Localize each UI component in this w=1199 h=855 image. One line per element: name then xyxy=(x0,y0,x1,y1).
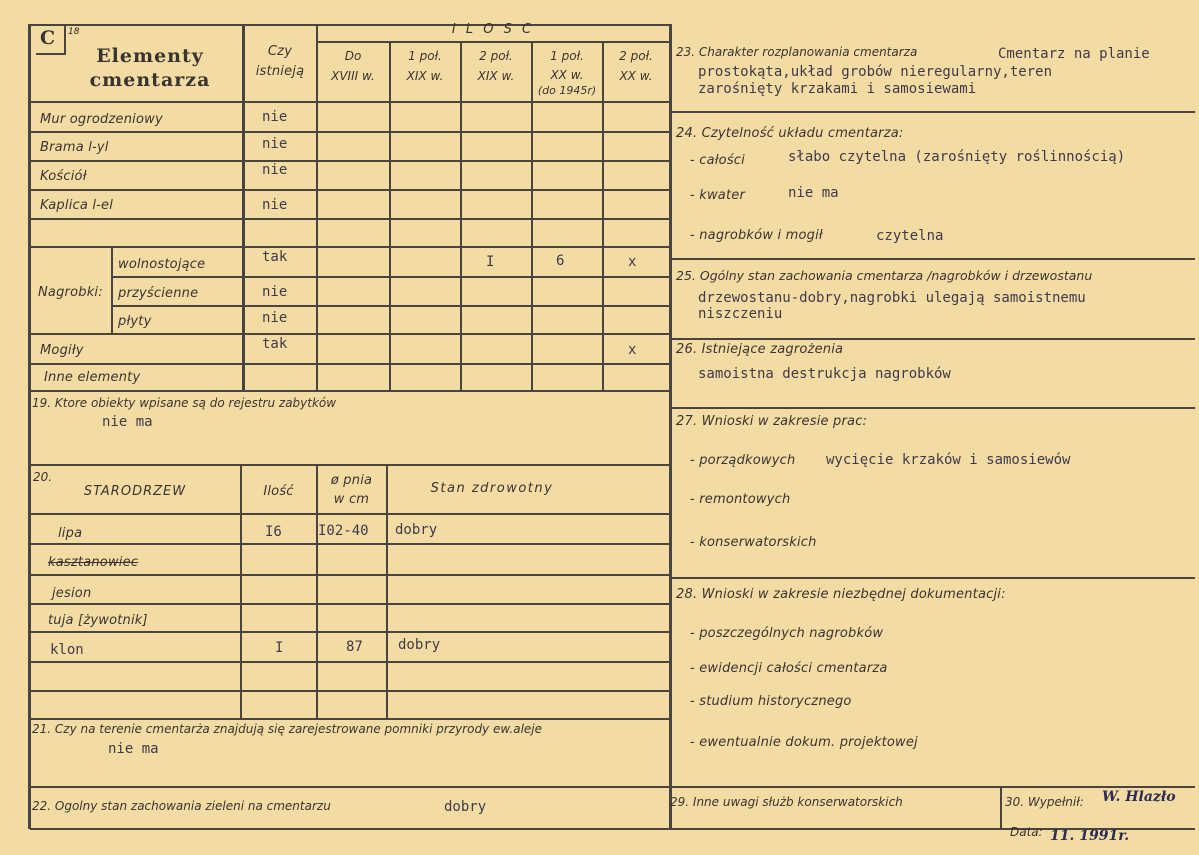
section-line xyxy=(30,786,670,788)
tree-row-1-name: lipa xyxy=(58,526,83,541)
element-kaplica-label: Kaplica l-el xyxy=(40,198,114,213)
tree-row xyxy=(30,631,670,633)
tree-row xyxy=(30,543,670,545)
period-5-l2: XX w. xyxy=(619,69,653,83)
element-plyty-label: płyty xyxy=(118,314,152,329)
col-line-c xyxy=(389,42,391,390)
element-brama-label: Brama l-yl xyxy=(40,140,109,155)
q20-col-state: Stan zdrowotny xyxy=(430,481,554,496)
section-line xyxy=(30,464,670,466)
row-line xyxy=(30,189,670,191)
card-number: 18 xyxy=(68,27,80,37)
right-line xyxy=(670,786,1195,788)
element-kaplica-exists: nie xyxy=(262,197,288,213)
q20-col-name: STARODRZEW xyxy=(83,484,187,499)
q23-line2: prostokąta,układ grobów nieregularny,teren xyxy=(698,64,1053,80)
element-wolnostojace-exists: tak xyxy=(262,249,288,265)
right-line xyxy=(670,258,1195,260)
row-line xyxy=(30,218,670,220)
tree-row-4-name: tuja [żywotnik] xyxy=(48,613,148,628)
q28-item-1: - poszczególnych nagrobków xyxy=(690,626,884,641)
q24-nagrobkow-label: - nagrobków i mogił xyxy=(690,228,823,243)
q24-kwater-label: - kwater xyxy=(690,188,745,203)
q22-answer: dobry xyxy=(444,799,487,815)
element-przyscienne-exists: nie xyxy=(262,284,288,300)
q27-kons-label: - konserwatorskich xyxy=(690,535,817,550)
q28-label: 28. Wnioski w zakresie niezbędnej dokumentacji: xyxy=(676,587,1006,602)
card-letter: C xyxy=(40,27,57,49)
element-mur-exists: nie xyxy=(262,109,288,125)
row-line xyxy=(30,131,670,133)
tree-row xyxy=(30,690,670,692)
nagrobki-label: Nagrobki: xyxy=(38,285,103,300)
q29-label: 29. Inne uwagi służb konserwatorskich xyxy=(670,795,903,809)
middle-divider xyxy=(669,24,672,829)
row-line xyxy=(112,276,670,278)
tree-col-a xyxy=(240,464,242,718)
q20-num: 20. xyxy=(33,470,53,484)
tree-row-1-qty: I6 xyxy=(265,524,282,540)
col-istnieja: istnieją xyxy=(255,64,305,79)
tree-row-5-name: klon xyxy=(50,642,84,658)
element-inne-label: Inne elementy xyxy=(44,370,141,385)
right-line xyxy=(670,407,1195,409)
row-line xyxy=(30,390,670,392)
q30-filled-by: W. Hlazło xyxy=(1102,789,1176,805)
col-line-f xyxy=(602,42,604,390)
q24-nagrobkow: czytelna xyxy=(876,228,944,244)
row-line xyxy=(112,305,670,307)
q27-porz: wycięcie krzaków i samosiewów xyxy=(826,452,1071,468)
q20-col-qty: Ilość xyxy=(263,484,294,499)
q25-line1: drzewostanu-dobry,nagrobki ulegają samoistnemu xyxy=(698,290,1086,306)
element-wolnostojace-label: wolnostojące xyxy=(118,257,206,272)
tree-row-1-state: dobry xyxy=(395,522,438,538)
element-mogily-label: Mogiły xyxy=(40,343,84,358)
period-5-l1: 2 poł. xyxy=(619,49,653,63)
element-plyty-exists: nie xyxy=(262,310,288,326)
title-line2: cmentarza xyxy=(89,69,211,91)
q23-line1: Cmentarz na planie xyxy=(998,46,1150,62)
q20-col-diam-l2: w cm xyxy=(333,492,370,507)
period-4-l2: XX w. xyxy=(550,68,584,82)
q23-line3: zarośnięty krzakami i samosiewami xyxy=(698,81,977,97)
tree-row xyxy=(30,574,670,576)
right-line xyxy=(670,577,1195,579)
row-line xyxy=(30,246,670,248)
period-2-l1: 1 poł. xyxy=(408,49,442,63)
header-bottom xyxy=(30,101,670,103)
tree-row-5-state: dobry xyxy=(398,637,441,653)
tree-row-3-name: jesion xyxy=(52,586,92,601)
element-wolnostojace-p4: 6 xyxy=(556,253,565,269)
element-wolnostojace-p3: I xyxy=(486,254,495,270)
q24-kwater: nie ma xyxy=(788,185,839,201)
tree-col-c xyxy=(386,464,388,718)
right-line xyxy=(670,111,1195,113)
q25-line2: niszczeniu xyxy=(698,306,783,322)
right-line xyxy=(670,338,1195,340)
title-line1: Elementy xyxy=(96,45,204,67)
q29-q30-divider xyxy=(1000,786,1002,828)
tree-row xyxy=(30,603,670,605)
section-line xyxy=(30,718,670,720)
element-przyscienne-label: przyścienne xyxy=(118,286,199,301)
element-mogily-p5: x xyxy=(628,342,637,358)
q19-answer: nie ma xyxy=(102,414,153,430)
q20-col-diam-l1: ø pnia xyxy=(330,473,373,488)
tree-row-2-name: kasztanowiec xyxy=(48,555,139,570)
q25-label: 25. Ogólny stan zachowania cmentarza /nagrobków i drzewostanu xyxy=(676,268,1093,283)
q30-date-label: Data: xyxy=(1010,825,1043,839)
q23-label: 23. Charakter rozplanowania cmentarza xyxy=(676,45,918,59)
period-4-l1: 1 poł. xyxy=(550,49,584,63)
element-mur-label: Mur ogrodzeniowy xyxy=(40,112,163,127)
period-3-l2: XIX w. xyxy=(477,69,515,83)
col-czy: Czy xyxy=(267,44,293,59)
row-line xyxy=(30,160,670,162)
q30-label: 30. Wypełnił: xyxy=(1005,795,1084,809)
period-1-l2: XVIII w. xyxy=(331,69,375,83)
q27-rem-label: - remontowych xyxy=(690,492,791,507)
q28-item-3: - studium historycznego xyxy=(690,694,852,709)
q22-label: 22. Ogolny stan zachowania zieleni na cmentarzu xyxy=(32,799,331,813)
q28-item-2: - ewidencji całości cmentarza xyxy=(690,661,888,676)
q30-date: 11. 1991r. xyxy=(1050,828,1130,844)
row-line xyxy=(30,333,670,335)
ilosc-header: I L O S C xyxy=(451,22,535,37)
q19-label: 19. Ktore obiekty wpisane są do rejestru zabytków xyxy=(32,396,337,410)
col-line-d xyxy=(460,42,462,390)
period-3-l1: 2 poł. xyxy=(479,49,513,63)
tree-row-5-diam: 87 xyxy=(346,639,363,655)
tree-header-bottom xyxy=(30,513,670,515)
q24-calosci: słabo czytelna (zarośnięty roślinnością) xyxy=(788,149,1126,165)
q21-answer: nie ma xyxy=(108,741,159,757)
q27-label: 27. Wnioski w zakresie prac: xyxy=(676,414,868,429)
row-line xyxy=(30,363,670,365)
q24-label: 24. Czytelność układu cmentarza: xyxy=(676,126,904,141)
q21-label: 21. Czy na terenie cmentarża znajdują się zarejestrowane pomniki przyrody ew.aleje xyxy=(32,722,543,736)
left-border xyxy=(28,24,31,829)
element-kosciol-label: Kościół xyxy=(40,169,87,184)
tree-row xyxy=(30,661,670,663)
q26-label: 26. Istniejące zagrożenia xyxy=(676,342,844,357)
element-mogily-exists: tak xyxy=(262,336,288,352)
period-2-l2: XIX w. xyxy=(406,69,444,83)
q28-item-4: - ewentualnie dokum. projektowej xyxy=(690,735,918,750)
nagrobki-divider xyxy=(111,246,113,333)
q24-calosci-label: - całości xyxy=(690,153,745,168)
tree-row-1-diam: I02-40 xyxy=(318,523,369,539)
ilosc-underline xyxy=(316,41,670,43)
element-kosciol-exists: nie xyxy=(262,162,288,178)
q26-answer: samoistna destrukcja nagrobków xyxy=(698,366,951,382)
period-1-l1: Do xyxy=(344,49,362,63)
q27-porz-label: - porządkowych xyxy=(690,453,796,468)
period-4-l3: (do 1945r) xyxy=(537,84,597,97)
element-wolnostojace-p5: x xyxy=(628,254,637,270)
element-brama-exists: nie xyxy=(262,136,288,152)
tree-row-5-qty: I xyxy=(275,640,284,656)
